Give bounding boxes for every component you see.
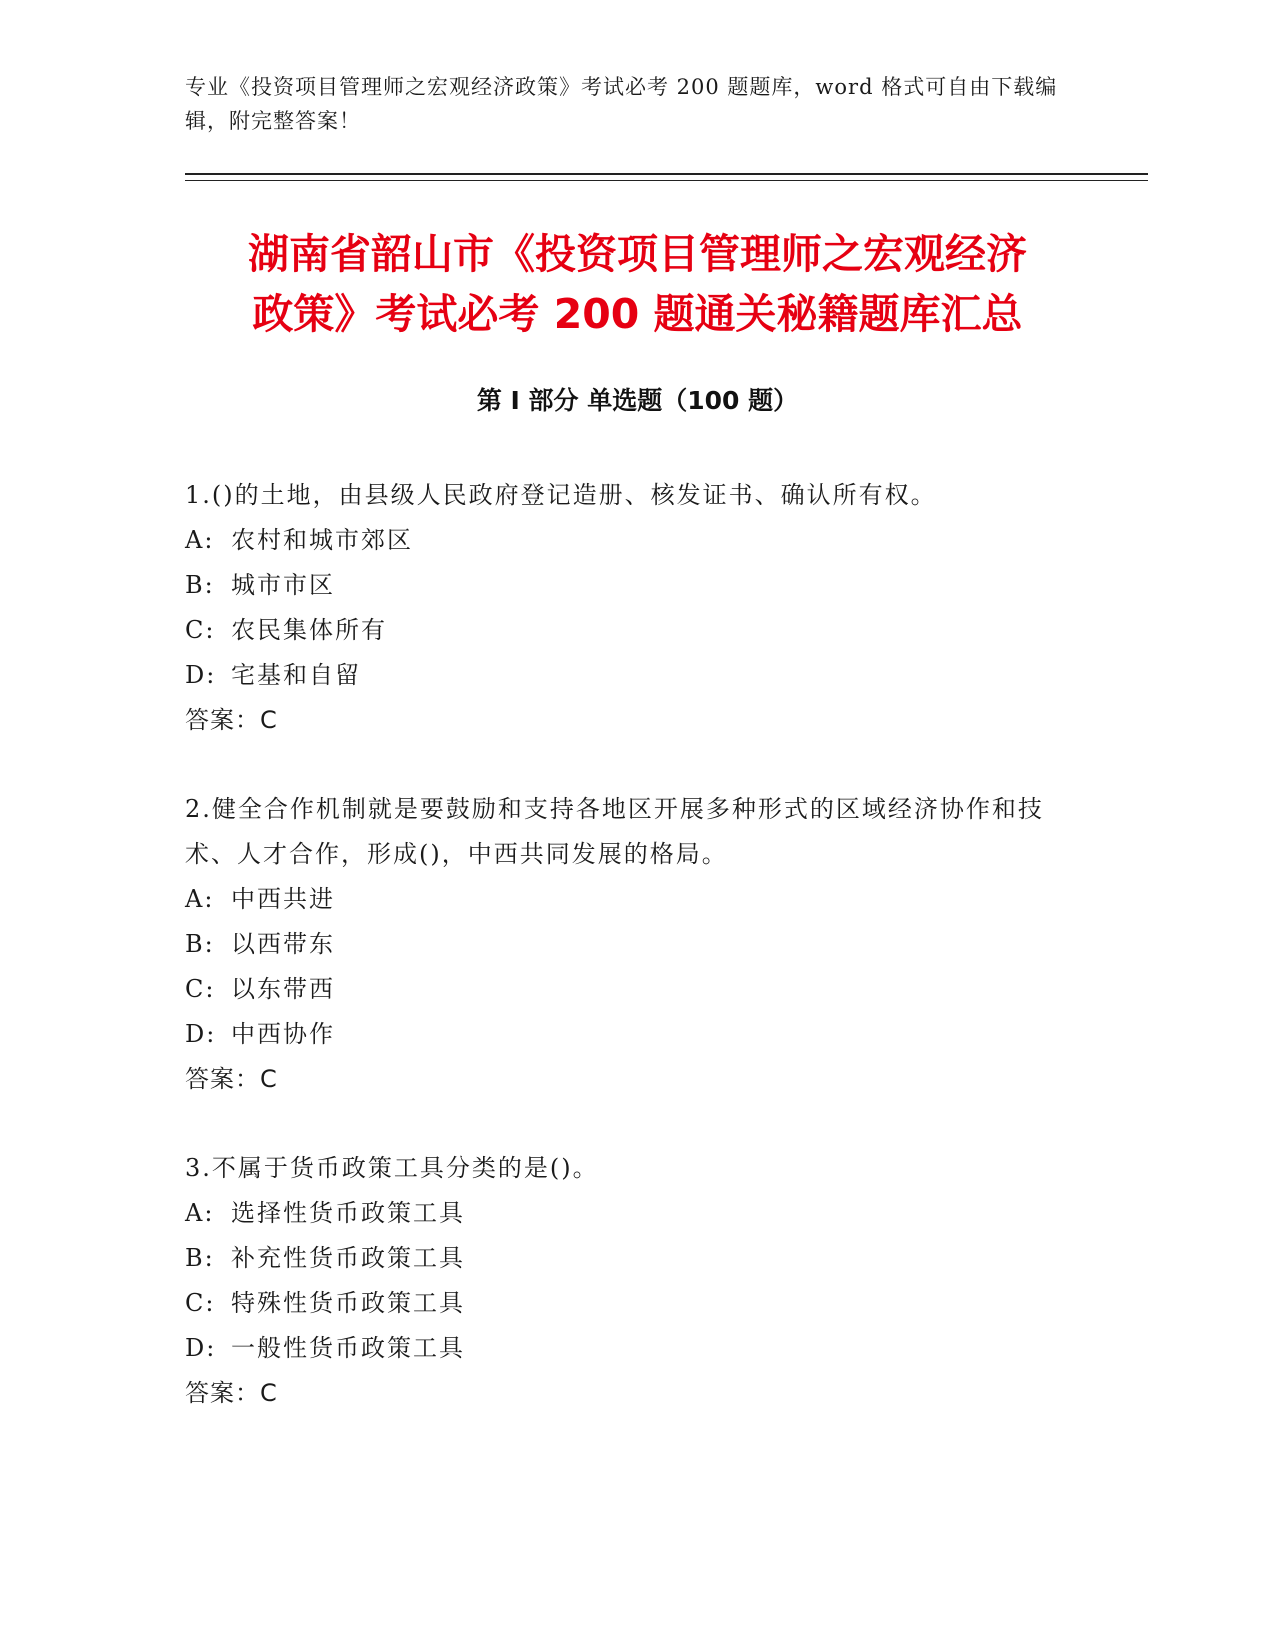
option-c bbox=[185, 967, 1065, 1012]
option-text: 以西带东 bbox=[231, 930, 335, 958]
question-list bbox=[185, 473, 1065, 1460]
option-text: 补充性货币政策工具 bbox=[231, 1244, 465, 1272]
option-c bbox=[185, 608, 1065, 653]
option-letter: D: bbox=[185, 1334, 217, 1362]
answer-value: C bbox=[260, 1065, 278, 1093]
page-title bbox=[185, 224, 1090, 344]
page-title-line-1: 湖南省韶山市《投资项目管理师之宏观经济 bbox=[248, 230, 1027, 278]
section-title: 第 I 部分 单选题（100 题） bbox=[476, 386, 799, 415]
option-text: 一般性货币政策工具 bbox=[231, 1334, 465, 1362]
header-divider-thin bbox=[185, 180, 1148, 181]
question-1 bbox=[185, 473, 1065, 743]
option-letter: B: bbox=[185, 930, 215, 958]
option-text: 选择性货币政策工具 bbox=[231, 1199, 465, 1227]
answer bbox=[185, 1057, 1065, 1102]
question-stem: 3.不属于货币政策工具分类的是()。 bbox=[185, 1154, 599, 1182]
answer-value: C bbox=[260, 1379, 278, 1407]
option-b bbox=[185, 563, 1065, 608]
question-stem: 2.健全合作机制就是要鼓励和支持各地区开展多种形式的区域经济协作和技术、人才合作，形成()，中西共同发展的格局。 bbox=[185, 795, 1044, 868]
option-letter: A: bbox=[185, 1199, 215, 1227]
option-d bbox=[185, 1012, 1065, 1057]
header-divider-thick bbox=[185, 173, 1148, 175]
answer bbox=[185, 698, 1065, 743]
option-text: 城市市区 bbox=[231, 571, 335, 599]
answer-value: C bbox=[260, 706, 278, 734]
option-b bbox=[185, 1236, 1065, 1281]
option-c bbox=[185, 1281, 1065, 1326]
answer bbox=[185, 1371, 1065, 1416]
option-letter: B: bbox=[185, 1244, 215, 1272]
option-letter: B: bbox=[185, 571, 215, 599]
option-text: 以东带西 bbox=[231, 975, 335, 1003]
option-text: 农村和城市郊区 bbox=[231, 526, 413, 554]
answer-label: 答案： bbox=[185, 1065, 260, 1093]
option-text: 中西协作 bbox=[231, 1020, 335, 1048]
page-title-line-2: 政策》考试必考 200 题通关秘籍题库汇总 bbox=[252, 290, 1023, 338]
option-letter: D: bbox=[185, 1020, 217, 1048]
option-letter: D: bbox=[185, 661, 217, 689]
answer-label: 答案： bbox=[185, 706, 260, 734]
question-2 bbox=[185, 787, 1065, 1102]
option-a bbox=[185, 1191, 1065, 1236]
question-3 bbox=[185, 1146, 1065, 1416]
option-d bbox=[185, 653, 1065, 698]
header-note: 专业《投资项目管理师之宏观经济政策》考试必考 200 题题库，word 格式可自由下载编辑，附完整答案！ bbox=[185, 75, 1058, 133]
option-b bbox=[185, 922, 1065, 967]
option-letter: A: bbox=[185, 526, 215, 554]
option-text: 农民集体所有 bbox=[231, 616, 387, 644]
option-a bbox=[185, 877, 1065, 922]
question-stem: 1.()的土地，由县级人民政府登记造册、核发证书、确认所有权。 bbox=[185, 481, 937, 509]
option-letter: A: bbox=[185, 885, 215, 913]
option-a bbox=[185, 518, 1065, 563]
option-letter: C: bbox=[185, 616, 216, 644]
answer-label: 答案： bbox=[185, 1379, 260, 1407]
option-text: 中西共进 bbox=[231, 885, 335, 913]
option-text: 特殊性货币政策工具 bbox=[231, 1289, 465, 1317]
option-letter: C: bbox=[185, 975, 216, 1003]
option-text: 宅基和自留 bbox=[231, 661, 361, 689]
option-letter: C: bbox=[185, 1289, 216, 1317]
option-d bbox=[185, 1326, 1065, 1371]
